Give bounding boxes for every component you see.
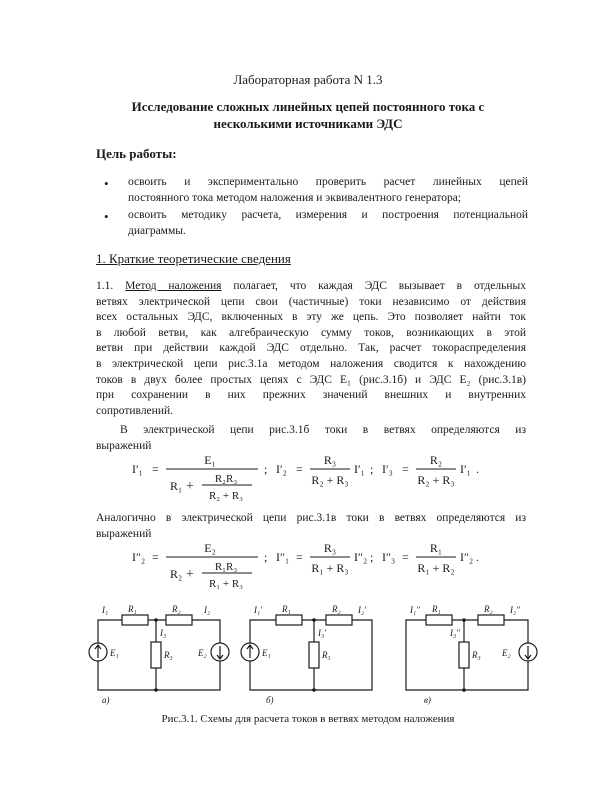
svg-text:R₃: R₃	[323, 541, 337, 555]
svg-text:I′₁: I′₁	[354, 462, 365, 476]
svg-text:E₁: E₁	[110, 648, 119, 658]
svg-text:.: .	[476, 462, 479, 476]
goal-heading: Цель работы:	[96, 146, 177, 161]
svg-text:R₃: R₃	[323, 453, 337, 467]
svg-text:E₁: E₁	[262, 648, 271, 658]
svg-text:R₃: R₃	[472, 650, 481, 660]
svg-text:б): б)	[266, 695, 274, 705]
term-superposition: Метод наложения	[125, 280, 222, 292]
svg-text:I₃″: I₃″	[450, 628, 460, 638]
svg-text:R₁: R₁	[282, 604, 291, 614]
svg-text:I₂′: I₂′	[358, 605, 367, 615]
svg-text:;: ;	[370, 462, 374, 476]
svg-text:I″₂: I″₂	[460, 550, 474, 564]
svg-text:E₁: E₁	[204, 453, 216, 467]
svg-text:+: +	[186, 479, 194, 494]
svg-text:R₁ + R₃: R₁ + R₃	[208, 578, 244, 590]
svg-text:а): а)	[102, 695, 110, 705]
resistor-r2	[326, 615, 352, 625]
svg-text:R₃: R₃	[322, 650, 331, 660]
svg-text:I′₃: I′₃	[382, 462, 393, 476]
svg-text:R₂: R₂	[170, 567, 183, 581]
svg-text:=: =	[296, 462, 303, 476]
svg-text:I₂: I₂	[204, 605, 211, 615]
svg-text:E₂: E₂	[198, 648, 207, 658]
goal-1-line2: постоянного тока методом наложения и эквивалентного генератора;	[128, 191, 462, 204]
svg-text:E₂: E₂	[502, 648, 511, 658]
formula-lhs: I′₁	[132, 462, 143, 476]
svg-text:;: ;	[370, 550, 374, 564]
svg-text:R₁: R₁	[170, 479, 183, 493]
svg-text:I″₂: I″₂	[354, 550, 368, 564]
svg-text:I₂″: I₂″	[510, 605, 520, 615]
bullet-icon: •	[104, 176, 109, 191]
svg-text:R₁: R₁	[128, 604, 137, 614]
svg-text:R₂R₃: R₂R₃	[214, 473, 238, 485]
lab-subtitle-line2: несколькими источниками ЭДС	[213, 116, 403, 131]
resistor-r1	[122, 615, 148, 625]
svg-text:в): в)	[424, 695, 431, 705]
formula-lhs: I″₂	[132, 550, 146, 564]
formula-row-2	[130, 540, 490, 596]
svg-text:R₂ + R₃: R₂ + R₃	[311, 473, 349, 487]
formula-row-1	[130, 452, 490, 508]
svg-text:R₂: R₂	[172, 604, 181, 614]
svg-text:R₂: R₂	[429, 453, 443, 467]
svg-text:=: =	[402, 550, 409, 564]
goal-2-line1: освоить методику расчета, измерения и построения потенциальной	[128, 209, 528, 221]
svg-text:R₂ + R₃: R₂ + R₃	[417, 473, 455, 487]
svg-text:R₁R₃: R₁R₃	[214, 561, 238, 573]
svg-text:=: =	[152, 462, 159, 476]
svg-text:R₃: R₃	[164, 650, 173, 660]
lab-title: Лабораторная работа N 1.3	[233, 72, 383, 87]
svg-text:R₁: R₁	[432, 604, 441, 614]
goal-2-line2: диаграммы.	[128, 224, 186, 237]
circuit-diagram-a	[84, 600, 234, 710]
paragraph-circuit-c: Аналогично в электрической цепи рис.3.1в токи в ветвях определяются из выражений	[96, 512, 526, 540]
svg-text:;: ;	[264, 462, 268, 476]
svg-text:R₁: R₁	[429, 541, 443, 555]
svg-text:R₁ + R₃: R₁ + R₃	[311, 561, 349, 575]
resistor-r3	[309, 642, 319, 668]
svg-text:R₂: R₂	[332, 604, 341, 614]
goal-item-2	[128, 208, 528, 239]
bullet-icon: •	[104, 209, 109, 224]
svg-text:=: =	[152, 550, 159, 564]
svg-text:I₃: I₃	[160, 628, 167, 638]
svg-text:I₃′: I₃′	[318, 628, 327, 638]
svg-text:I″₃: I″₃	[382, 550, 396, 564]
resistor-r1	[276, 615, 302, 625]
svg-text:I′₁: I′₁	[460, 462, 471, 476]
lab-subtitle-line1: Исследование сложных линейных цепей постоянного тока с	[131, 99, 485, 114]
svg-text:.: .	[476, 550, 479, 564]
svg-text:+: +	[186, 567, 194, 582]
goal-item-1	[128, 175, 528, 206]
resistor-r2	[166, 615, 192, 625]
svg-text:I′₂: I′₂	[276, 462, 287, 476]
svg-text:=: =	[402, 462, 409, 476]
circuit-diagram-b	[236, 600, 386, 710]
resistor-r2	[478, 615, 504, 625]
svg-text:I″₁: I″₁	[276, 550, 290, 564]
paragraph-circuit-b: В электрической цепи рис.3.1б токи в ветвях определяются из выражений	[96, 424, 526, 452]
goal-1-line1: освоить и экспериментально проверить расчет линейных цепей	[128, 176, 528, 188]
resistor-r3	[151, 642, 161, 668]
paragraph-superposition: 1.1. Метод наложения полагает, что каждая ЭДС вызывает в отдельных ветвях электрической цепи свои (частичные) токи независимо от действия всех остальных ЭДС, включенных в эту же цепь. Это позволяет найти ток в любой ветви, как алгебраическую сумму токов, возникающих в этой ветви при действии каждой ЭДС отдельно. Так, расчет токораспределения в электрической цепи рис.3.1а методом наложения сводится к нахождению токов в двух более простых цепях с ЭДС E₁ (рис.3.1б) и ЭДС E₂ (рис.3.1в) при сохранении в них прежних значений внешних и внутренних сопротивлений.	[96, 280, 526, 417]
svg-text:I₁′: I₁′	[254, 605, 263, 615]
resistor-r3	[459, 642, 469, 668]
svg-text:R₁ + R₂: R₁ + R₂	[417, 561, 455, 575]
svg-text:E₂: E₂	[204, 541, 216, 555]
figure-caption: Рис.3.1. Схемы для расчета токов в ветвях методом наложения	[161, 713, 455, 725]
resistor-r1	[426, 615, 452, 625]
svg-text:=: =	[296, 550, 303, 564]
section-title: 1. Краткие теоретические сведения	[96, 251, 291, 266]
svg-text:R₂: R₂	[484, 604, 493, 614]
circuit-diagram-c	[392, 600, 542, 710]
svg-text:I₁: I₁	[102, 605, 109, 615]
svg-text:R₂ + R₃: R₂ + R₃	[208, 490, 244, 502]
svg-text:;: ;	[264, 550, 268, 564]
svg-text:I₁″: I₁″	[410, 605, 420, 615]
